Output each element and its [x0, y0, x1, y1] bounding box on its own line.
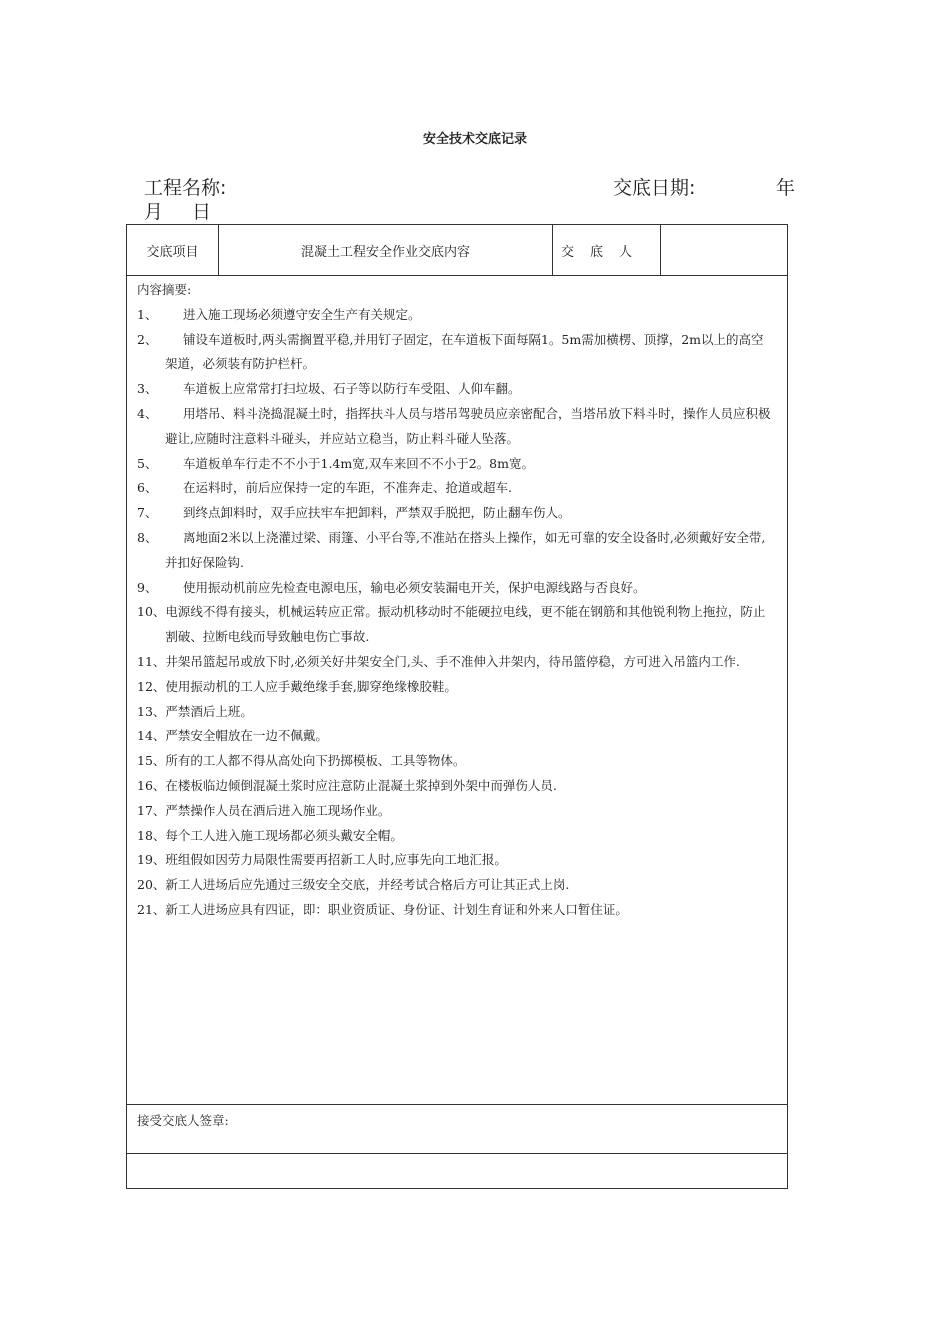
day-label: 日 [192, 201, 212, 223]
person-label-cell: 交底人 [553, 225, 661, 275]
item-number: 4、 [137, 405, 158, 421]
item-number: 18、 [137, 827, 166, 843]
table-header-row [127, 225, 787, 276]
month-label: 月 [144, 201, 164, 223]
signature-row [127, 1104, 787, 1154]
list-item [137, 774, 773, 799]
item-text: 所有的工人都不得从高处向下扔掷模板、工具等物体。 [165, 753, 466, 769]
item-number: 16、 [137, 777, 166, 793]
list-item [137, 848, 773, 873]
signature-blank-row[interactable] [127, 1154, 787, 1188]
item-text: 离地面2米以上浇灌过梁、雨篷、小平台等,不准站在搭头上操作，如无可靠的安全设备时,必须戴好安全带,并扣好保险钩. [165, 529, 766, 570]
list-item [137, 452, 773, 477]
item-text: 在运料时，前后应保持一定的车距，不准奔走、抢道或超车. [183, 480, 512, 496]
item-number: 13、 [137, 703, 166, 719]
document-title: 安全技术交底记录 [422, 132, 527, 147]
list-item [137, 303, 773, 328]
item-number: 3、 [137, 381, 158, 397]
list-item [137, 824, 773, 849]
item-text: 在楼板临边倾倒混凝土浆时应注意防止混凝土浆掉到外架中而弹伤人员. [165, 777, 557, 793]
item-text: 严禁安全帽放在一边不佩戴。 [165, 728, 328, 744]
list-item [137, 724, 773, 749]
item-number: 9、 [137, 579, 158, 595]
list-item [137, 328, 773, 378]
list-item [137, 600, 773, 650]
item-text: 新工人进场后应先通过三级安全交底，并经考试合格后方可让其正式上岗. [165, 877, 570, 893]
list-item [137, 377, 773, 402]
item-text: 用塔吊、料斗浇捣混凝土时，指挥扶斗人员与塔吊驾驶员应亲密配合，当塔吊放下料斗时，操作人员应积极避让,应随时注意料斗碰头，并应站立稳当，防止料斗碰人坠落。 [165, 405, 771, 446]
item-text: 严禁操作人员在酒后进入施工现场作业。 [165, 802, 391, 818]
year-label: 年 [776, 177, 796, 199]
item-number: 2、 [137, 331, 158, 347]
list-item [137, 675, 773, 700]
item-text: 电源线不得有接头，机械运转应正常。振动机移动时不能硬拉电线，更不能在钢筋和其他锐利物上拖拉，防止割破、拉断电线而导致触电伤亡事故. [165, 604, 766, 645]
list-item [137, 898, 773, 923]
item-text: 严禁酒后上班。 [165, 703, 253, 719]
item-text: 车道板上应常常打扫垃圾、石子等以防行车受阻、人仰车翻。 [183, 381, 521, 397]
item-number: 12、 [137, 678, 166, 694]
item-text: 井架吊篮起吊或放下时,必须关好井架安全门,头、手不准伸入井架内，待吊篮停稳，方可进入吊篮内工作. [165, 653, 740, 669]
list-item [137, 700, 773, 725]
list-item [137, 799, 773, 824]
item-number: 5、 [137, 455, 158, 471]
item-number: 10、 [137, 604, 166, 620]
content-summary [137, 278, 773, 923]
project-name-label: 工程名称: [144, 177, 227, 199]
item-value-cell: 混凝土工程安全作业交底内容 [219, 225, 553, 275]
item-number: 8、 [137, 529, 158, 545]
item-text: 车道板单车行走不不小于1.4m宽,双车来回不不小于2。8m宽。 [183, 455, 534, 471]
item-number: 1、 [137, 306, 158, 322]
item-number: 6、 [137, 480, 158, 496]
item-text: 进入施工现场必须遵守安全生产有关规定。 [183, 306, 421, 322]
item-text: 新工人进场应具有四证，即：职业资质证、身份证、计划生育证和外来人口暂住证。 [165, 901, 628, 917]
item-number: 14、 [137, 728, 166, 744]
list-item [137, 402, 773, 452]
list-item [137, 526, 773, 576]
item-text: 铺设车道板时,两头需搁置平稳,并用钉子固定，在车道板下面每隔1。5m需加横楞、顶撑，2m以上的高空架道，必须装有防护栏杆。 [165, 331, 764, 372]
date-label: 交底日期: [613, 177, 696, 199]
item-number: 11、 [137, 653, 166, 669]
item-number: 17、 [137, 802, 166, 818]
item-text: 使用振动机前应先检查电源电压，输电必须安装漏电开关，保护电源线路与否良好。 [183, 579, 646, 595]
item-number: 19、 [137, 852, 166, 868]
person-value-cell[interactable] [661, 225, 787, 275]
list-item [137, 576, 773, 601]
summary-label: 内容摘要: [137, 282, 192, 297]
item-number: 20、 [137, 877, 166, 893]
list-item [137, 501, 773, 526]
list-item [137, 873, 773, 898]
item-text: 使用振动机的工人应手戴绝缘手套,脚穿绝缘橡胶鞋。 [165, 678, 457, 694]
list-item [137, 476, 773, 501]
item-label-cell: 交底项目 [127, 225, 219, 275]
item-text: 每个工人进入施工现场都必须头戴安全帽。 [165, 827, 403, 843]
signature-label: 接受交底人签章: [137, 1113, 229, 1128]
item-text: 到终点卸料时，双手应扶牢车把卸料，严禁双手脱把，防止翻车伤人。 [183, 505, 571, 521]
safety-items-list [137, 303, 773, 923]
list-item [137, 749, 773, 774]
list-item [137, 650, 773, 675]
item-number: 21、 [137, 901, 166, 917]
briefing-table [126, 224, 788, 1189]
item-number: 15、 [137, 753, 166, 769]
item-text: 班组假如因劳力局限性需要再招新工人时,应事先向工地汇报。 [165, 852, 507, 868]
item-number: 7、 [137, 505, 158, 521]
